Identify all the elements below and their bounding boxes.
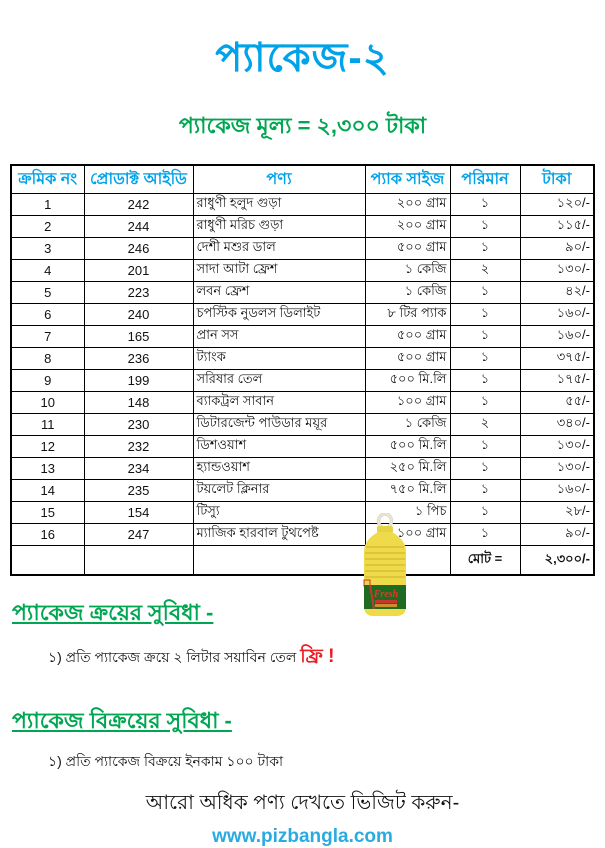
cell-quantity: ১ [450,348,520,370]
table-row [11,458,594,480]
cell-pack-size: ৭৫০ মি.লি [365,480,450,502]
table-row [11,436,594,458]
website-link[interactable]: www.pizbangla.com [212,826,393,847]
empty-cell [193,546,365,576]
col-header-pack-size: প্যাক সাইজ [365,165,450,194]
col-header-product: পণ্য [193,165,365,194]
cell-price: ১৩০/- [520,458,594,480]
cell-serial: 1 [11,194,84,216]
sell-benefits-heading: প্যাকেজ বিক্রয়ের সুবিধা - [12,708,232,733]
page-title: প্যাকেজ-২ [215,36,390,80]
cell-serial: 15 [11,502,84,524]
cell-product-id: 234 [84,458,193,480]
cell-pack-size: ১ কেজি [365,260,450,282]
table-row [11,370,594,392]
cell-pack-size: ২০০ গ্রাম [365,216,450,238]
cell-price: ১৬০/- [520,304,594,326]
cell-product-name: টিস্যু [193,502,365,524]
cell-price: ৯০/- [520,238,594,260]
cell-serial: 4 [11,260,84,282]
table-row [11,216,594,238]
table-row [11,414,594,436]
cell-pack-size: ২৫০ মি.লি [365,458,450,480]
table-row [11,392,594,414]
col-header-product-id: প্রোডাক্ট আইডি [84,165,193,194]
cell-product-id: 154 [84,502,193,524]
cell-price: ১৩০/- [520,436,594,458]
cell-serial: 3 [11,238,84,260]
cell-product-id: 242 [84,194,193,216]
cell-quantity: ১ [450,392,520,414]
cell-quantity: ১ [450,436,520,458]
table-total-row [11,546,594,576]
cell-quantity: ১ [450,370,520,392]
cell-serial: 2 [11,216,84,238]
buy-benefit-text: ১) প্রতি প্যাকেজ ক্রয়ে ২ লিটার সয়াবিন তেল [48,649,301,665]
table-row [11,194,594,216]
cell-quantity: ২ [450,260,520,282]
cell-serial: 7 [11,326,84,348]
table-row [11,480,594,502]
cell-pack-size: ১ পিচ [365,502,450,524]
cell-serial: 8 [11,348,84,370]
oil-bottle-image [357,513,413,619]
cell-price: ১৩০/- [520,260,594,282]
cell-product-name: রাধুণী হলুদ গুড়া [193,194,365,216]
cell-price: ১২০/- [520,194,594,216]
cell-pack-size: ৫০০ মি.লি [365,436,450,458]
cell-quantity: ১ [450,238,520,260]
buy-benefits-heading: প্যাকেজ ক্রয়ের সুবিধা - [12,600,214,625]
cell-product-id: 165 [84,326,193,348]
cell-quantity: ১ [450,216,520,238]
total-value: ২,৩০০/- [520,546,594,576]
cell-product-id: 148 [84,392,193,414]
cell-quantity: ১ [450,282,520,304]
cell-product-id: 230 [84,414,193,436]
cell-product-id: 240 [84,304,193,326]
cell-pack-size: ১ কেজি [365,282,450,304]
cell-quantity: ২ [450,414,520,436]
cell-product-id: 236 [84,348,193,370]
cell-product-id: 232 [84,436,193,458]
cell-product-id: 247 [84,524,193,546]
cell-serial: 11 [11,414,84,436]
cell-product-name: দেশী মশুর ডাল [193,238,365,260]
cell-quantity: ১ [450,502,520,524]
empty-cell [11,546,84,576]
cell-quantity: ১ [450,304,520,326]
cell-pack-size: ২০০ গ্রাম [365,194,450,216]
table-row [11,282,594,304]
cell-pack-size: ১ কেজি [365,414,450,436]
cell-price: ৩৪০/- [520,414,594,436]
cell-serial: 5 [11,282,84,304]
cell-product-name: সরিষার তেল [193,370,365,392]
cell-product-name: ডিটারজেন্ট পাউডার ময়ূর [193,414,365,436]
cell-pack-size: ৮ টির প্যাক [365,304,450,326]
cell-product-id: 246 [84,238,193,260]
cell-pack-size: ৫০০ মি.লি [365,370,450,392]
cell-price: ৩৭৫/- [520,348,594,370]
cell-quantity: ১ [450,480,520,502]
cell-product-id: 199 [84,370,193,392]
oil-bottle-graphic [357,513,413,619]
cell-pack-size: ৫০০ গ্রাম [365,348,450,370]
cell-price: ৯০/- [520,524,594,546]
cell-pack-size: ৫০০ গ্রাম [365,238,450,260]
cell-quantity: ১ [450,194,520,216]
table-row [11,348,594,370]
cell-quantity: ১ [450,458,520,480]
table-row [11,238,594,260]
cell-product-name: টয়লেট ক্লিনার [193,480,365,502]
cell-product-id: 235 [84,480,193,502]
col-header-price: টাকা [520,165,594,194]
cell-pack-size: ১০০ গ্রাম [365,524,450,546]
col-header-serial: ক্রমিক নং [11,165,84,194]
cell-product-id: 223 [84,282,193,304]
cell-serial: 6 [11,304,84,326]
cell-serial: 14 [11,480,84,502]
cell-serial: 9 [11,370,84,392]
table-row [11,260,594,282]
table-row [11,502,594,524]
package-table [10,164,595,576]
cell-serial: 13 [11,458,84,480]
package-price-subtitle: প্যাকেজ মূল্য = ২,৩০০ টাকা [178,113,427,138]
buy-benefit-item [48,642,605,674]
cell-serial: 12 [11,436,84,458]
cell-serial: 16 [11,524,84,546]
sell-benefit-item: ১) প্রতি প্যাকেজ বিক্রয়ে ইনকাম ১০০ টাকা [48,753,284,769]
cell-serial: 10 [11,392,84,414]
cell-product-name: ম্যাজিক হারবাল টুথপেষ্ট [193,524,365,546]
cell-price: ২৮/- [520,502,594,524]
table-row [11,524,594,546]
cell-product-id: 244 [84,216,193,238]
cell-product-name: ট্যাংক [193,348,365,370]
cell-quantity: ১ [450,524,520,546]
cell-product-name: রাধুণী মরিচ গুড়া [193,216,365,238]
cell-price: ১৭৫/- [520,370,594,392]
bottle-brand-text: Fresh [373,589,399,600]
table-row [11,326,594,348]
cell-price: ৪২/- [520,282,594,304]
cell-price: ১৬০/- [520,326,594,348]
cell-pack-size: ১০০ গ্রাম [365,392,450,414]
cell-quantity: ১ [450,326,520,348]
cell-price: ১৬০/- [520,480,594,502]
cell-pack-size: ৫০০ গ্রাম [365,326,450,348]
cell-product-name: চপস্টিক নুডলস ডিলাইট [193,304,365,326]
cell-product-name: ব্যাকট্রল সাবান [193,392,365,414]
visit-prompt-text: আরো অধিক পণ্য দেখতে ভিজিট করুন- [145,792,460,814]
cell-product-name: হ্যান্ডওয়াশ [193,458,365,480]
col-header-quantity: পরিমান [450,165,520,194]
cell-product-name: সাদা আটা ফ্রেশ [193,260,365,282]
cell-product-name: লবন ফ্রেশ [193,282,365,304]
cell-product-name: প্রান সস [193,326,365,348]
total-label: মোট = [450,546,520,576]
table-header-row [11,165,594,194]
empty-cell [84,546,193,576]
free-label: ফ্রি ! [300,646,335,667]
cell-price: ১১৫/- [520,216,594,238]
cell-product-id: 201 [84,260,193,282]
cell-price: ৫৫/- [520,392,594,414]
cell-product-name: ডিশওয়াশ [193,436,365,458]
table-row [11,304,594,326]
